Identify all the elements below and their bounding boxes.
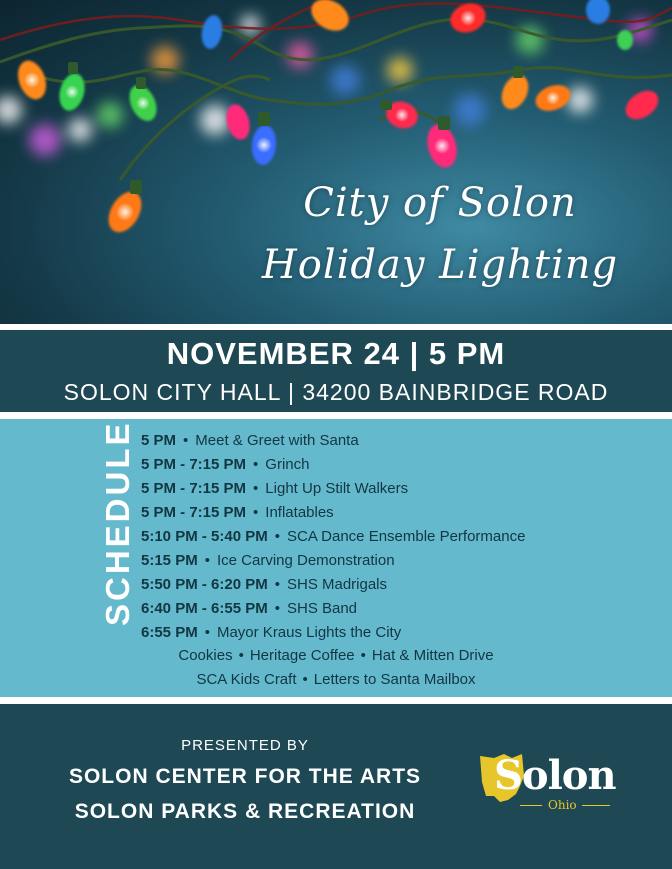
schedule-item-time: 6:55 PM xyxy=(141,624,198,641)
schedule-item xyxy=(141,501,641,525)
extra-heritage-coffee: Heritage Coffee xyxy=(249,647,355,664)
separator-dot: • xyxy=(183,432,189,449)
schedule-item-time: 5 PM - 7:15 PM xyxy=(141,456,247,473)
schedule-item-time: 5 PM - 7:15 PM xyxy=(141,504,247,521)
event-location: SOLON CITY HALL | 34200 BAINBRIDGE ROAD xyxy=(63,379,609,405)
schedule-item-activity: Ice Carving Demonstration xyxy=(216,552,395,569)
logo-state-name: Ohio xyxy=(548,798,577,812)
schedule-item-activity: SHS Band xyxy=(286,600,358,617)
schedule-item-time: 5:15 PM xyxy=(141,552,198,569)
extra-hat-mitten-drive: Hat & Mitten Drive xyxy=(371,647,494,664)
logo-wordmark: Solon xyxy=(494,752,616,799)
schedule-item-time: 5 PM xyxy=(141,432,177,449)
presenter-parks-rec: SOLON PARKS & RECREATION xyxy=(74,800,416,823)
schedule-item-activity: Grinch xyxy=(265,456,310,473)
solon-ohio-logo xyxy=(478,752,618,814)
logo-rule-right xyxy=(582,805,610,806)
presenter-arts-center: SOLON CENTER FOR THE ARTS xyxy=(68,765,422,788)
extra-cookies: Cookies xyxy=(178,647,233,664)
schedule-list xyxy=(141,429,641,645)
hero-banner xyxy=(0,0,672,324)
schedule-item xyxy=(141,597,641,621)
separator-dot: • xyxy=(204,552,210,569)
schedule-item-time: 6:40 PM - 6:55 PM xyxy=(141,600,268,617)
schedule-item xyxy=(141,525,641,549)
schedule-item-activity: Meet & Greet with Santa xyxy=(195,432,359,449)
schedule-item-time: 5:10 PM - 5:40 PM xyxy=(141,528,268,545)
schedule-item xyxy=(141,477,641,501)
separator-dot: • xyxy=(274,600,280,617)
logo-rule-left xyxy=(520,805,542,806)
hero-title-line1: City of Solon xyxy=(303,180,577,226)
event-date-time: NOVEMBER 24 | 5 PM xyxy=(166,336,506,371)
separator-dot: • xyxy=(253,480,259,497)
separator-dot: • xyxy=(360,647,366,664)
separator-dot: • xyxy=(302,671,308,688)
schedule-item-activity: SCA Dance Ensemble Performance xyxy=(286,528,526,545)
schedule-item-time: 5:50 PM - 6:20 PM xyxy=(141,576,268,593)
separator-dot: • xyxy=(238,647,244,664)
separator-dot: • xyxy=(253,456,259,473)
schedule-heading: SCHEDULE xyxy=(99,420,136,626)
separator-dot: • xyxy=(274,576,280,593)
hero-title-line2: Holiday Lighting xyxy=(261,242,619,288)
schedule-item-activity: SHS Madrigals xyxy=(286,576,388,593)
schedule-item xyxy=(141,549,641,573)
schedule-item xyxy=(141,453,641,477)
schedule-item-activity: Inflatables xyxy=(265,504,334,521)
schedule-item xyxy=(141,621,641,645)
separator-dot: • xyxy=(274,528,280,545)
schedule-item xyxy=(141,429,641,453)
schedule-item-activity: Mayor Kraus Lights the City xyxy=(216,624,402,641)
schedule-item xyxy=(141,573,641,597)
schedule-item-activity: Light Up Stilt Walkers xyxy=(265,480,409,497)
separator-dot: • xyxy=(204,624,210,641)
extras-line-1 xyxy=(0,647,672,664)
extra-kids-craft: SCA Kids Craft xyxy=(196,671,297,688)
separator-dot: • xyxy=(253,504,259,521)
extras-line-2 xyxy=(0,671,672,688)
schedule-item-time: 5 PM - 7:15 PM xyxy=(141,480,247,497)
presented-by-label: PRESENTED BY xyxy=(181,737,309,754)
extra-santa-mailbox: Letters to Santa Mailbox xyxy=(313,671,476,688)
